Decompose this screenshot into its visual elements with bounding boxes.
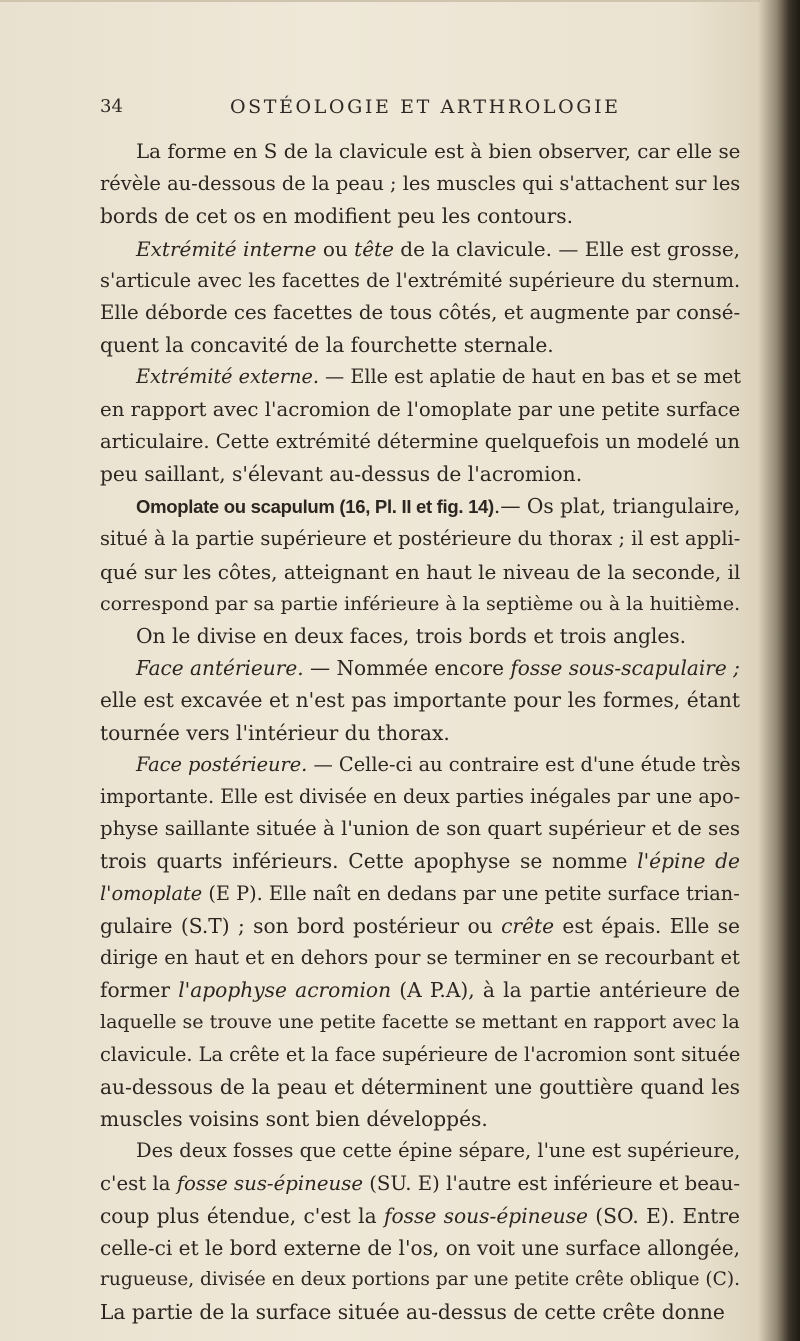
text-run: elle est excavée et n'est pas importante pour les formes, étant [100, 688, 740, 713]
text-line [100, 910, 740, 942]
text-run: est épais. Elle se [554, 913, 740, 938]
text-line [100, 233, 740, 265]
text-run: — Celle-ci au contraire est d'une étude très [307, 752, 741, 776]
text-run: La partie de la surface située au-dessus de cette crête donne [100, 1300, 725, 1325]
italic-term: fosse sous-épineuse [384, 1203, 588, 1228]
text-run: rugueuse, divisée en deux portions par une petite crête oblique (C). [100, 1269, 740, 1291]
text-run: laquelle se trouve une petite facette se mettant en rapport avec la [100, 1011, 740, 1034]
text-line [100, 1103, 488, 1135]
text-run: ou [316, 236, 355, 261]
text-run: bords de cet os en modifient peu les contours. [100, 204, 574, 229]
text-line [100, 394, 740, 426]
text-line [100, 523, 740, 555]
text-run: c'est la [100, 1171, 177, 1195]
text-line [100, 974, 740, 1006]
text-run: .— Os plat, triangulaire, [493, 494, 741, 519]
text-line [100, 878, 740, 910]
text-line [100, 490, 740, 523]
text-run: de la clavicule. — Elle est grosse, [393, 236, 741, 261]
text-line [100, 813, 740, 845]
text-run: (SU. E) l'autre est inférieure et beau- [362, 1171, 741, 1195]
text-run: articulaire. Cette extrémité détermine quelquefois un modelé un [100, 429, 740, 453]
section-heading: Omoplate ou scapulum (16, Pl. II et fig. 14) [136, 496, 494, 518]
text-line [100, 1232, 740, 1264]
text-run: Elle déborde ces facettes de tous côtés, et augmente par consé- [100, 301, 741, 325]
text-line [100, 329, 554, 361]
text-line [100, 588, 740, 620]
text-run: clavicule. La crête et la face supérieure de l'acromion sont située [100, 1042, 741, 1066]
top-edge-line [0, 0, 760, 2]
text-run: On le divise en deux faces, trois bords et trois angles. [136, 624, 687, 649]
text-line [100, 361, 741, 393]
text-line [100, 749, 741, 781]
text-line [100, 684, 740, 716]
text-run: tournée vers l'intérieur du thorax. [100, 720, 450, 745]
text-line [100, 652, 740, 684]
text-run: gulaire (S.T) ; son bord postérieur ou [100, 913, 502, 938]
text-line [100, 1071, 740, 1103]
text-line [100, 845, 740, 877]
text-run: Des deux fosses que cette épine sépare, l'une est supérieure, [136, 1139, 741, 1163]
text-line [100, 1168, 740, 1200]
italic-term: Extrémité externe. [136, 365, 319, 389]
text-run: (A P.A), à la partie antérieure de [391, 978, 740, 1003]
text-line [100, 1264, 740, 1296]
text-line [100, 781, 740, 813]
text-run: coup plus étendue, c'est la [100, 1203, 384, 1228]
text-run: — Elle est aplatie de haut en bas et se met [318, 365, 741, 389]
text-line [100, 620, 686, 652]
italic-term: Face postérieure. [136, 752, 308, 776]
text-line [100, 458, 582, 490]
text-run: trois quarts inférieurs. Cette apophyse se nomme [100, 849, 638, 874]
text-line [100, 556, 740, 588]
text-line [100, 265, 740, 297]
text-run: muscles voisins sont bien développés. [100, 1107, 488, 1132]
text-run: au-dessous de la peau et déterminent une gouttière quand les [100, 1074, 740, 1099]
italic-term: Extrémité interne [136, 236, 317, 261]
body-text [100, 136, 740, 1329]
italic-term: Face antérieure. [136, 656, 304, 681]
text-run: révèle au-dessous de la peau ; les muscles qui s'attachent sur les [100, 172, 741, 196]
text-line [100, 1006, 740, 1038]
text-line [100, 1296, 725, 1328]
text-run: quent la concavité de la fourchette sternale. [100, 333, 554, 358]
text-run: situé à la partie supérieure et postérieure du thorax ; il est appli- [100, 527, 741, 551]
text-run: (E P). Elle naît en dedans par une petite surface trian- [202, 881, 740, 905]
page-header [100, 96, 760, 126]
text-run: — Nommée encore [303, 656, 511, 681]
page-number: 34 [100, 96, 123, 117]
text-line [100, 942, 740, 974]
text-run: former [100, 978, 179, 1003]
italic-term: fosse sous-scapulaire ; [510, 656, 740, 681]
text-line [100, 168, 740, 200]
italic-term: tête [354, 236, 394, 261]
italic-term: l'omoplate [100, 881, 203, 905]
text-run: dirige en haut et en dehors pour se terminer en se recourbant et [100, 946, 740, 970]
text-run: qué sur les côtes, atteignant en haut le niveau de la seconde, il [100, 559, 741, 584]
text-run: physe saillante située à l'union de son quart supérieur et de ses [100, 817, 741, 841]
italic-term: crête [501, 913, 555, 938]
text-run: correspond par sa partie inférieure à la septième ou à la huitième. [100, 592, 741, 615]
text-run: importante. Elle est divisée en deux parties inégales par une apo- [100, 785, 741, 809]
text-run: (SO. E). Entre [587, 1203, 740, 1228]
text-line [100, 200, 573, 232]
text-line [100, 1039, 740, 1071]
text-line [100, 1135, 740, 1167]
text-run: en rapport avec l'acromion de l'omoplate par une petite surface [100, 397, 741, 421]
text-run: La forme en S de la clavicule est à bien observer, car elle se [136, 140, 741, 163]
italic-term: fosse sus-épineuse [176, 1171, 363, 1195]
italic-term: l'apophyse acromion [178, 978, 392, 1003]
text-run: celle-ci et le bord externe de l'os, on voit une surface allongée, [100, 1235, 741, 1260]
text-line [100, 136, 740, 168]
running-title: OSTÉOLOGIE ET ARTHROLOGIE [230, 96, 621, 118]
text-line [100, 1200, 740, 1232]
text-line [100, 717, 450, 749]
text-run: peu saillant, s'élevant au-dessus de l'acromion. [100, 462, 583, 487]
text-line [100, 297, 740, 329]
text-run: s'articule avec les facettes de l'extrémité supérieure du sternum. [100, 268, 741, 292]
page-gutter-shadow [758, 0, 800, 1341]
text-line [100, 426, 740, 458]
italic-term: l'épine de [637, 849, 740, 874]
